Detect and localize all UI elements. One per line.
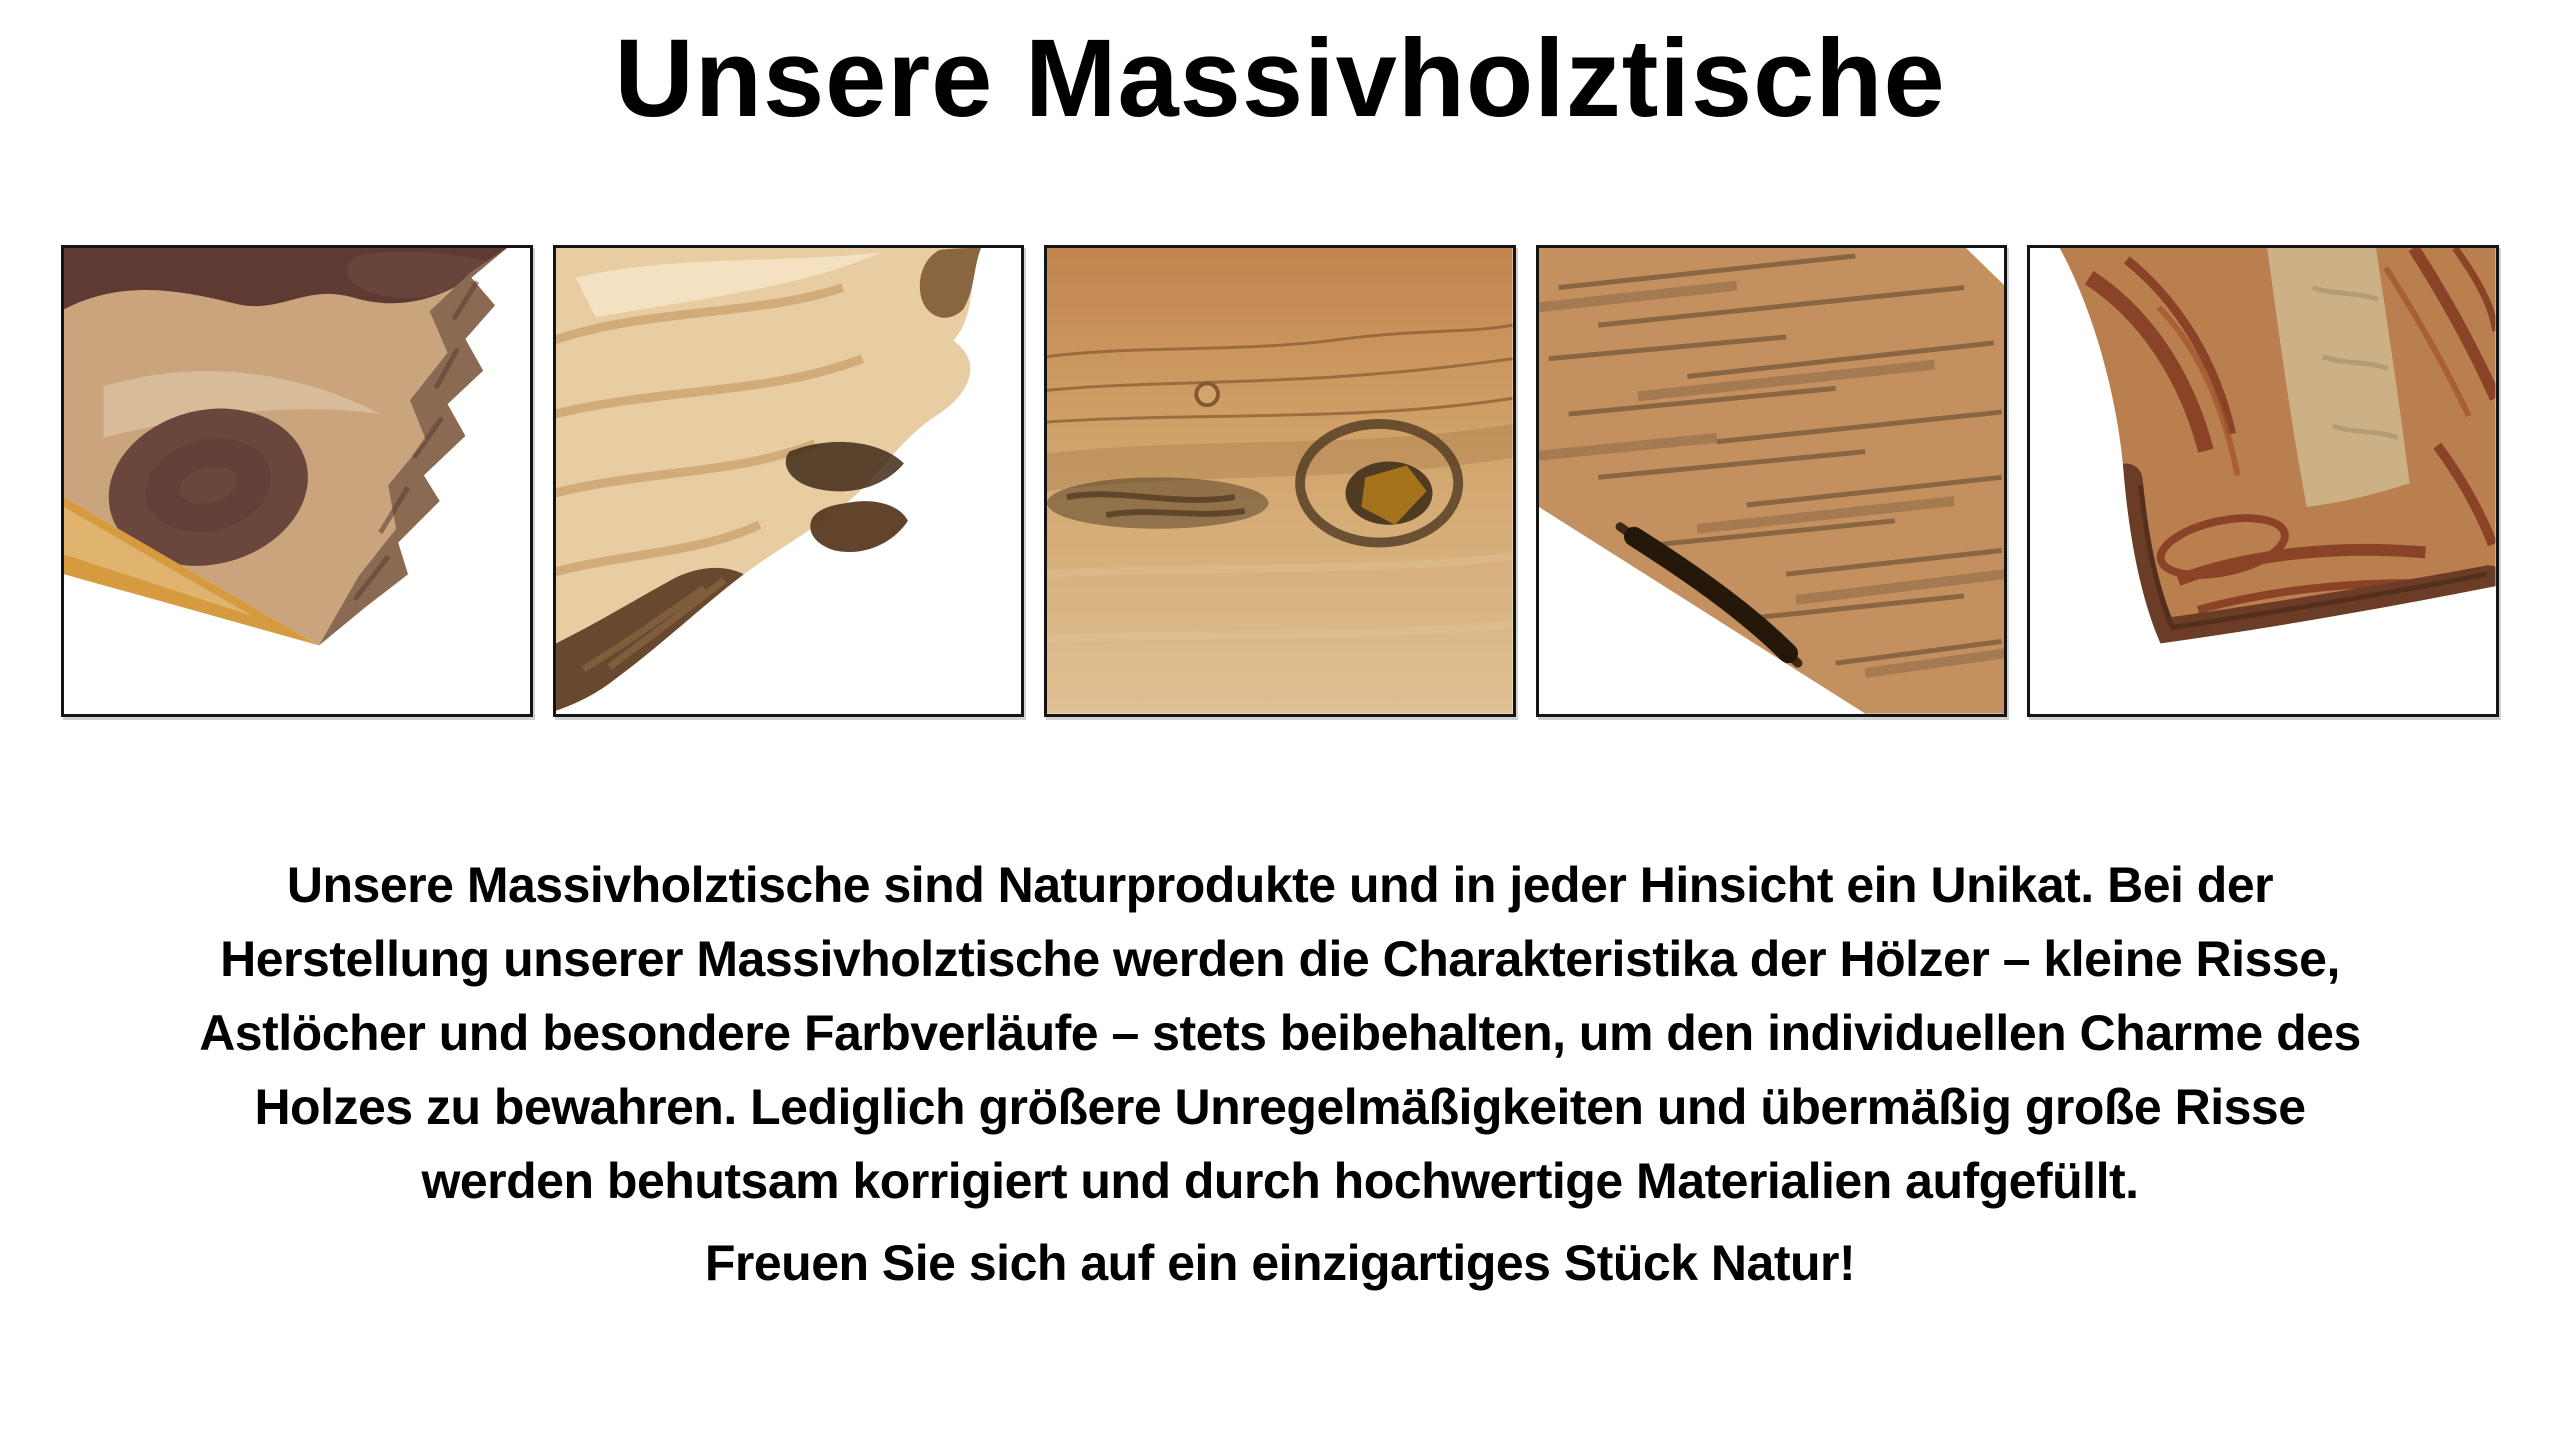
description-line: Herstellung unserer Massivholztische werden die Charakteristika der Hölzer – kleine Risse, xyxy=(220,930,2340,987)
description-line: Astlöcher und besondere Farbverläufe – stets beibehalten, um den individuellen Charme des xyxy=(199,1004,2361,1061)
wood-photo-sheesham-ecke xyxy=(2027,245,2499,717)
page-title: Unsere Massivholztische xyxy=(614,17,1946,140)
description-line: Holzes zu bewahren. Lediglich größere Unregelmäßigkeiten und übermäßig große Risse xyxy=(254,1078,2306,1135)
description-text xyxy=(0,848,2560,1300)
description-closing-line: Freuen Sie sich auf ein einzigartiges Stück Natur! xyxy=(704,1234,1856,1291)
wood-photo-5-image xyxy=(2030,248,2496,714)
wood-photo-sheesham-corner xyxy=(61,245,533,717)
wood-photo-4-image xyxy=(1539,248,2005,714)
wood-photo-2-image xyxy=(556,248,1022,714)
wood-photo-3-image xyxy=(1047,248,1513,714)
wood-gallery xyxy=(0,245,2560,717)
wood-photo-1-image xyxy=(64,248,530,714)
description-line: Unsere Massivholztische sind Naturprodukte und in jeder Hinsicht ein Unikat. Bei der xyxy=(286,856,2274,913)
description-line: werden behutsam korrigiert und durch hochwertige Materialien aufgefüllt. xyxy=(421,1152,2139,1209)
wood-photo-akazie-baumkante xyxy=(553,245,1025,717)
wood-photo-mango-saegerau xyxy=(1536,245,2008,717)
massivholz-banner xyxy=(0,17,2560,1440)
wood-photo-maserung-astloch xyxy=(1044,245,1516,717)
